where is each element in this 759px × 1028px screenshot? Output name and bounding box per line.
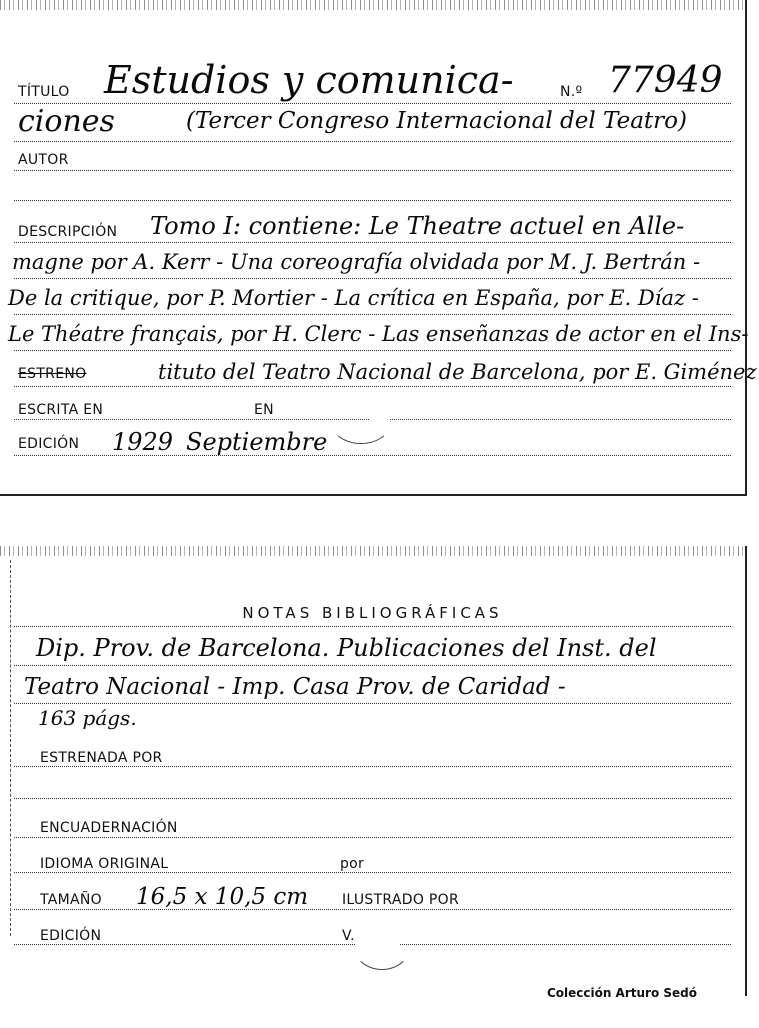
escrita-line-2 — [390, 419, 731, 420]
collection-credit: Colección Arturo Sedó — [546, 986, 697, 1000]
numero-label: N.º — [560, 84, 583, 100]
descripcion-rule-3 — [14, 314, 731, 315]
notas-rule-1 — [14, 665, 731, 666]
edicion-line-bottom — [14, 944, 355, 945]
estreno-label: ESTRENO — [18, 366, 87, 382]
idioma-line — [14, 872, 731, 873]
escrita-line — [14, 419, 369, 420]
catalog-card-bottom — [0, 546, 747, 996]
autor-label: AUTOR — [18, 152, 69, 168]
card-edge-speckle — [0, 0, 745, 10]
numero-value: 77949 — [608, 60, 723, 101]
descripcion-rule-2 — [14, 278, 731, 279]
descripcion-line-5: tituto del Teatro Nacional de Barcelona, por E. Giménez — [158, 360, 757, 384]
por-label: por — [340, 856, 365, 872]
descripcion-line-3: De la critique, por P. Mortier - La crítica en España, por E. Díaz - — [8, 286, 699, 310]
v-label: V. — [342, 928, 355, 944]
estrenada-label: ESTRENADA POR — [40, 750, 163, 766]
estrenada-line — [14, 766, 731, 767]
estreno-line — [14, 386, 731, 387]
tamano-label: TAMAÑO — [40, 892, 102, 908]
titulo-line — [14, 103, 731, 104]
edicion-label-bottom: EDICIÓN — [40, 928, 102, 944]
descripcion-line-4: Le Théatre français, por H. Clerc - Las enseñanzas de actor en el Ins- — [8, 322, 749, 346]
notas-line-2: Teatro Nacional - Imp. Casa Prov. de Caridad - — [24, 674, 566, 700]
edicion-label: EDICIÓN — [18, 436, 80, 452]
encuadernacion-line — [14, 837, 731, 838]
descripcion-line-1: Tomo I: contiene: Le Theatre actuel en Alle- — [150, 212, 685, 240]
card-notch — [330, 398, 392, 444]
card-edge-speckle — [0, 546, 745, 556]
descripcion-line-2: magne por A. Kerr - Una coreografía olvidada por M. J. Bertrán - — [12, 250, 701, 274]
notas-line-3: 163 págs. — [38, 706, 137, 730]
catalog-card-top — [0, 0, 757, 496]
notas-line-1: Dip. Prov. de Barcelona. Publicaciones del Inst. del — [36, 634, 657, 662]
notas-rule-2 — [14, 703, 731, 704]
titulo-handwritten-1: Estudios y comunica- — [104, 58, 514, 102]
descripcion-rule-4 — [14, 350, 731, 351]
autor-line-2 — [14, 200, 731, 201]
notas-title: NOTAS BIBLIOGRÁFICAS — [242, 604, 503, 622]
titulo-handwritten-2: ciones — [18, 104, 115, 139]
titulo-label: TÍTULO — [18, 84, 70, 100]
titulo-handwritten-3: (Tercer Congreso Internacional del Teatro) — [186, 108, 687, 134]
tamano-line — [14, 909, 731, 910]
titulo-line-2 — [14, 141, 731, 142]
en-label: EN — [254, 402, 274, 418]
tamano-value: 16,5 x 10,5 cm — [136, 884, 309, 910]
escrita-label: ESCRITA EN — [18, 402, 104, 418]
notas-rule-0 — [14, 626, 731, 627]
edicion-line — [14, 455, 731, 456]
edicion-month: Septiembre — [186, 428, 328, 456]
edicion-line-bottom-2 — [400, 944, 731, 945]
descripcion-label: DESCRIPCIÓN — [18, 224, 118, 240]
descripcion-rule-1 — [14, 242, 731, 243]
blank-line — [14, 798, 731, 799]
autor-line — [14, 170, 731, 171]
edicion-year: 1929 — [112, 428, 174, 456]
idioma-label: IDIOMA ORIGINAL — [40, 856, 169, 872]
card-notch — [352, 916, 412, 970]
ilustrado-label: ILUSTRADO POR — [342, 892, 459, 908]
encuadernacion-label: ENCUADERNACIÓN — [40, 820, 178, 836]
